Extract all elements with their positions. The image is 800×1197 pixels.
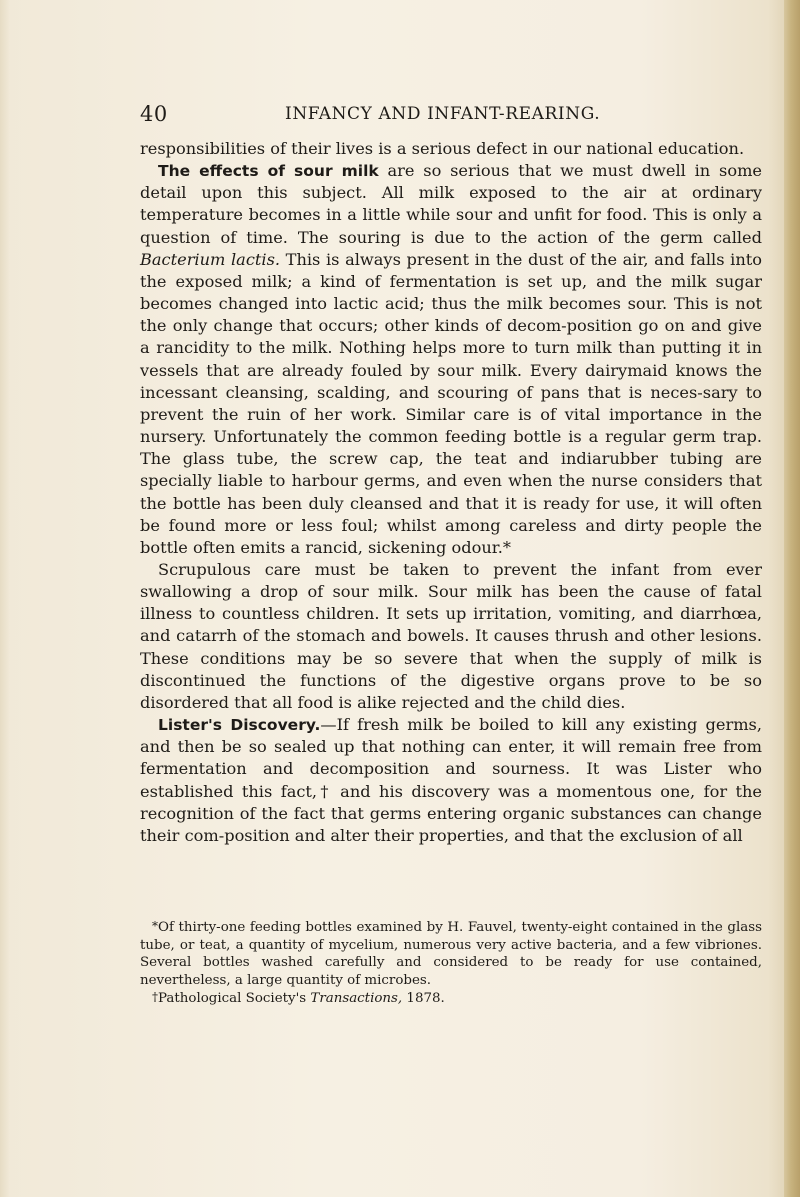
paragraph-lister xyxy=(140,714,762,847)
paragraph-4-text: —If fresh milk be boiled to kill any existing germs, and then be so sealed up that nothing can enter, it will remain free from fermentation and decomposition and sourness. It was Lister who established this fact,† and his discovery was a momentous one, for the recognition of the fact that germs entering organic substances can change their com-position and alter their properties, and that the exclusion of all xyxy=(140,715,762,845)
paragraph-1 xyxy=(140,138,762,160)
footnote-2 xyxy=(140,989,762,1008)
paragraph-2-text-a: are so serious that we must dwell in some detail upon this subject. All milk exposed to the air at ordinary temperature becomes in a little while sour and unfit for food. This is only a question of time. The souring is due to the action of the germ called xyxy=(140,161,763,247)
footnotes xyxy=(140,918,762,1008)
footnote-2-tail: 1878. xyxy=(402,991,445,1007)
paragraph-2-text-b: This is always present in the dust of the air, and falls into the exposed milk; a kind of fermentation is set up, and the milk sugar becomes changed into lactic acid; thus the milk becomes sour. This is not the only change that occurs; other kinds of decom-position go on and give a rancidity to the milk. Nothing helps more to turn milk than putting it in vessels that are already fouled by sour milk. Every dairymaid knows the incessant cleansing, scalding, and scouring of pans that is neces-sary to prevent the ruin of her work. Similar care is of vital importance in the nursery. Unfortunately the common feeding bottle is a regular germ trap. The glass tube, the screw cap, the teat and indiarubber tubing are specially liable to harbour germs, and even when the nurse considers that the bottle has been duly cleansed and that it is ready for use, it will often be found more or less foul; whilst among careless and dirty people the bottle often emits a rancid, sickening odour.* xyxy=(140,249,763,557)
page-header xyxy=(140,102,760,132)
footnote-2-marker: † xyxy=(152,990,158,1005)
section-lead-lister: Lister's Discovery. xyxy=(158,716,321,735)
paragraph-3 xyxy=(140,559,762,714)
page-number: 40 xyxy=(140,102,168,126)
page-left-edge xyxy=(0,0,10,1197)
section-lead-sour-milk: The effects of sour milk xyxy=(158,162,379,181)
running-head: INFANCY AND INFANT-REARING. xyxy=(285,104,601,124)
paragraph-1-text: responsibilities of their lives is a serious defect in our national education. xyxy=(140,139,745,158)
paragraph-sour-milk xyxy=(140,160,762,559)
footnote-2-text: Pathological Society's xyxy=(158,991,311,1007)
footnote-1-text: Of thirty-one feeding bottles examined by H. Fauvel, twenty-eight contained in the glass tube, or teat, a quantity of mycelium, numerous very active bacteria, and a few vibriones. Several bottles washed carefully and considered to be ready for use contained, nevertheless, a large quantity of microbes. xyxy=(140,920,762,988)
paragraph-3-text: Scrupulous care must be taken to prevent the infant from ever swallowing a drop of sour milk. Sour milk has been the cause of fatal illness to countless children. It sets up irritation, vomiting, and diarrhœa, and catarrh of the stomach and bowels. It causes thrush and other lesions. These conditions may be so severe that when the supply of milk is discontinued the functions of the digestive organs prove to be so disordered that all food is alike rejected and the child dies. xyxy=(140,559,762,712)
page-spine-shadow xyxy=(784,0,800,1197)
species-name: Bacterium lactis. xyxy=(140,249,281,269)
footnote-2-italic: Transactions, xyxy=(310,991,403,1007)
footnote-1-marker: * xyxy=(152,919,158,933)
footnote-1 xyxy=(140,918,762,989)
body-text xyxy=(140,138,762,847)
